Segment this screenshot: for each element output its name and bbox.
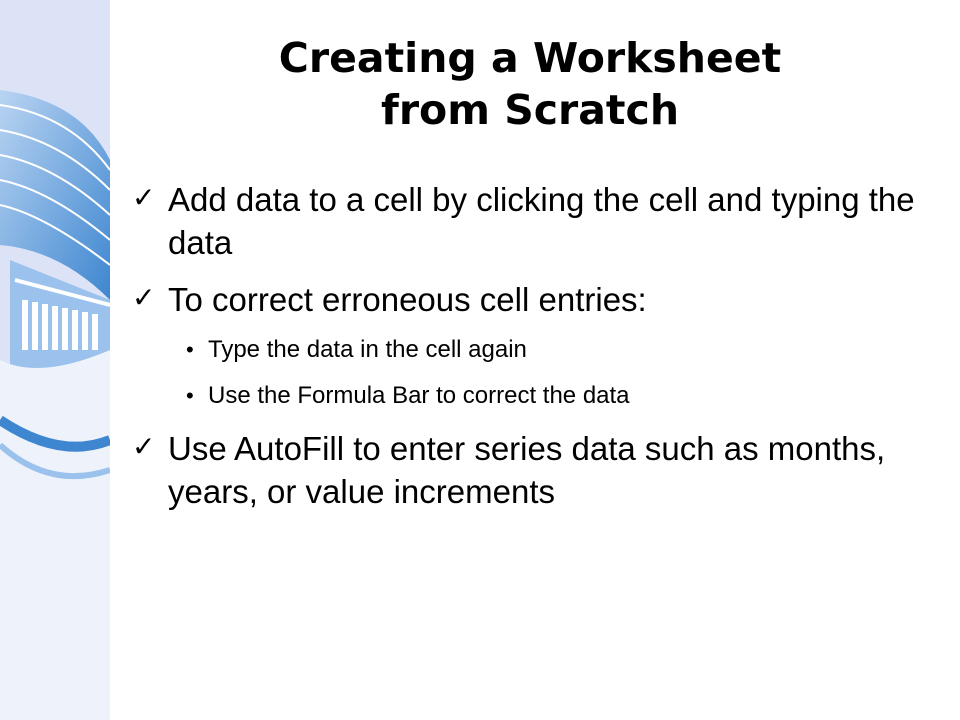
- bullet-icon: •: [186, 383, 194, 408]
- subpoint-type-again: [132, 335, 932, 365]
- point-correct-entries: [132, 278, 932, 321]
- subpoint-text: Use the Formula Bar to correct the data: [208, 382, 630, 409]
- decorative-train-image: [0, 0, 110, 720]
- point-text: Use AutoFill to enter series data such as months, years, or value increments: [168, 430, 886, 510]
- subpoint-text: Type the data in the cell again: [208, 336, 527, 363]
- title-line-2: from Scratch: [380, 86, 680, 134]
- point-add-data: [132, 178, 932, 264]
- check-icon: ✓: [132, 430, 156, 463]
- subpoint-formula-bar: [132, 381, 932, 411]
- title-line-1: Creating a Worksheet: [278, 34, 782, 82]
- point-text: Add data to a cell by clicking the cell and typing the data: [168, 181, 915, 261]
- point-autofill: [132, 427, 932, 513]
- slide-body: [132, 178, 932, 527]
- slide-title: [130, 32, 930, 136]
- bullet-icon: •: [186, 337, 194, 362]
- check-icon: ✓: [132, 281, 156, 314]
- check-icon: ✓: [132, 181, 156, 214]
- point-text: To correct erroneous cell entries:: [168, 281, 647, 318]
